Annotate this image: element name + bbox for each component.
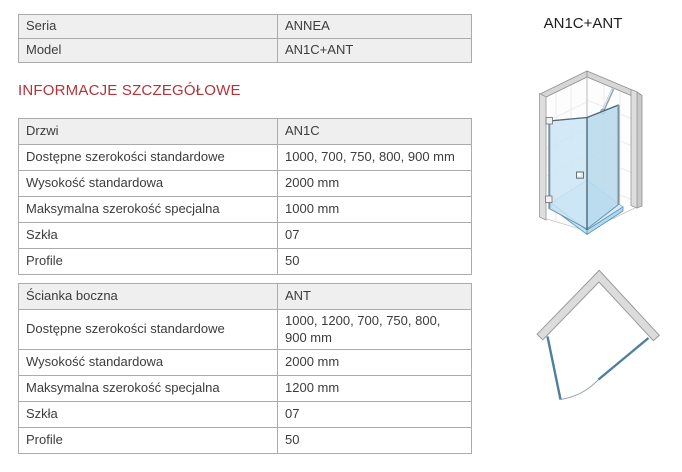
spec-label: Dostępne szerokości standardowe <box>19 310 278 350</box>
table-row <box>19 15 472 39</box>
spec-label: Szkła <box>19 402 278 428</box>
spec-value: 50 <box>278 249 472 275</box>
table-row <box>19 145 472 171</box>
table-row <box>19 223 472 249</box>
section-heading: INFORMACJE SZCZEGÓŁOWE <box>18 82 241 99</box>
spec-label: Dostępne szerokości standardowe <box>19 145 278 171</box>
table-row <box>19 197 472 223</box>
spec-value: 2000 mm <box>278 171 472 197</box>
table-row <box>19 249 472 275</box>
spec-label: Profile <box>19 249 278 275</box>
spec-label: Profile <box>19 428 278 454</box>
table-row <box>19 376 472 402</box>
door-hinge-bottom-icon <box>546 196 553 203</box>
table-row <box>19 428 472 454</box>
spec-value: ANT <box>278 284 472 310</box>
spec-value: 1000, 700, 750, 800, 900 mm <box>278 145 472 171</box>
spec-value: 1200 mm <box>278 376 472 402</box>
door-spec-table <box>18 118 472 275</box>
sidewall-spec-table <box>18 283 472 454</box>
spec-label: Maksymalna szerokość specjalna <box>19 376 278 402</box>
spec-label: Maksymalna szerokość specjalna <box>19 197 278 223</box>
wall-right-post <box>631 90 637 209</box>
table-row <box>19 402 472 428</box>
spec-value: AN1C+ANT <box>278 39 472 63</box>
spec-value: 2000 mm <box>278 350 472 376</box>
door-handle-icon <box>577 172 584 178</box>
spec-label: Ścianka boczna <box>19 284 278 310</box>
spec-label: Model <box>19 39 278 63</box>
door-hinge-top-icon <box>546 118 553 125</box>
spec-label: Wysokość standardowa <box>19 171 278 197</box>
door-swing-arc <box>561 380 599 400</box>
plan-side-panel <box>599 338 649 380</box>
spec-label: Seria <box>19 15 278 39</box>
plan-walls <box>537 270 659 340</box>
diagram-title: AN1C+ANT <box>543 15 623 32</box>
table-row <box>19 350 472 376</box>
wall-left-post <box>540 94 547 221</box>
product-meta-table <box>18 14 472 63</box>
spec-value: 50 <box>278 428 472 454</box>
spec-value: ANNEA <box>278 15 472 39</box>
spec-label: Wysokość standardowa <box>19 350 278 376</box>
shower-corner-plan-drawing-icon <box>535 268 663 406</box>
wall-right-outer-face <box>637 92 642 208</box>
table-header-row <box>19 284 472 310</box>
spec-label: Drzwi <box>19 119 278 145</box>
table-row <box>19 171 472 197</box>
plan-open-door <box>548 337 561 400</box>
spec-value: AN1C <box>278 119 472 145</box>
spec-value: 1000 mm <box>278 197 472 223</box>
spec-value: 1000, 1200, 700, 750, 800, 900 mm <box>278 310 472 350</box>
shower-corner-isometric-drawing-icon <box>536 62 660 238</box>
spec-value: 07 <box>278 402 472 428</box>
table-row <box>19 39 472 63</box>
spec-value: 07 <box>278 223 472 249</box>
table-row <box>19 310 472 350</box>
spec-label: Szkła <box>19 223 278 249</box>
table-header-row <box>19 119 472 145</box>
